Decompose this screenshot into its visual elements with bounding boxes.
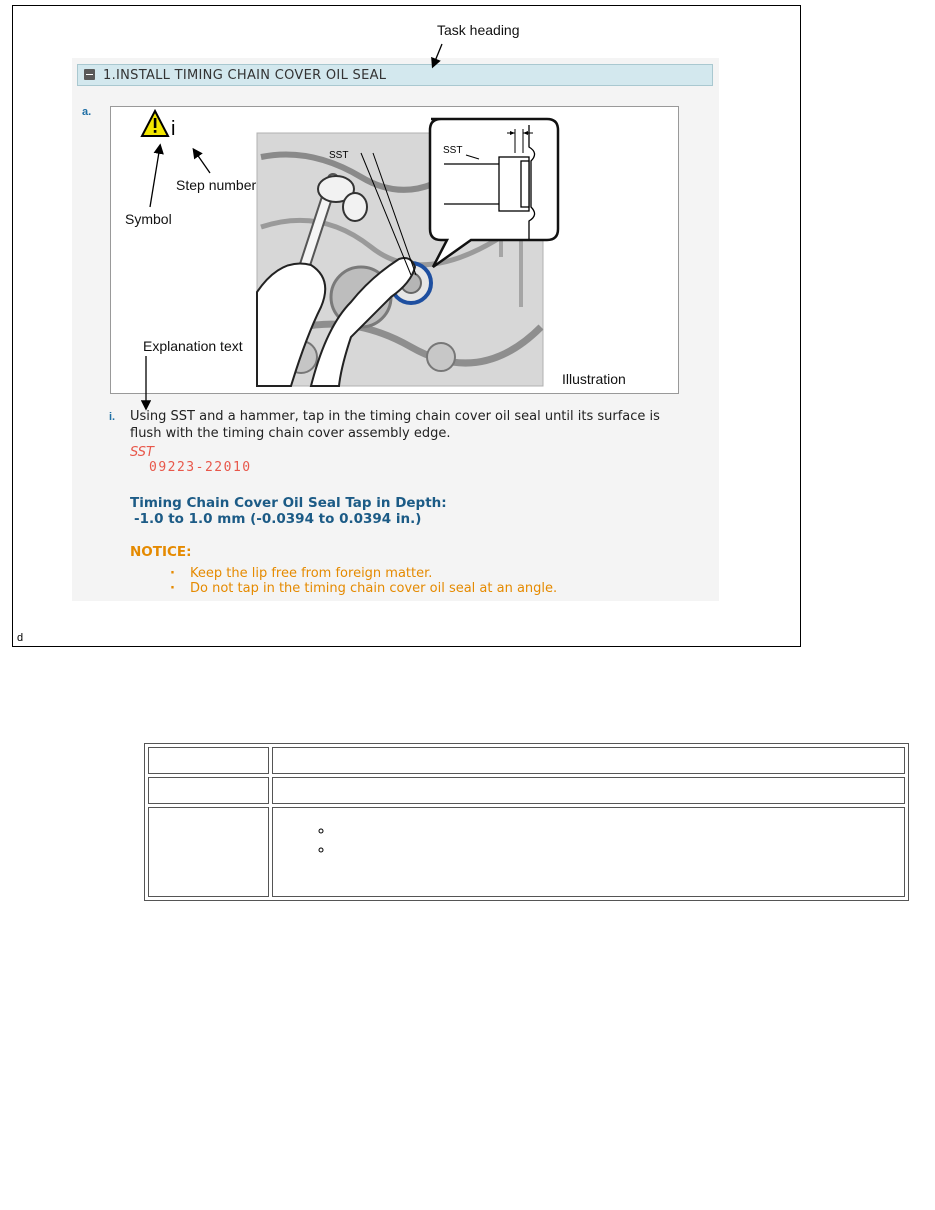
table-row — [148, 807, 905, 897]
notice-item: · Do not tap in the timing chain cover oil seal at an angle. — [170, 581, 557, 596]
table-cell — [272, 777, 905, 804]
sst-label: SST — [130, 445, 154, 460]
notice-item: · Keep the lip free from foreign matter. — [170, 566, 557, 581]
list-item — [333, 821, 903, 840]
annotation-illustration: Illustration — [562, 371, 626, 387]
step-i-label: i. — [109, 411, 116, 423]
notice-title: NOTICE: — [130, 544, 192, 560]
collapse-box-icon[interactable] — [84, 69, 95, 80]
notice-list — [170, 566, 557, 596]
annotation-symbol: Symbol — [125, 211, 172, 227]
table-cell — [272, 747, 905, 774]
explanation-text: Using SST and a hammer, tap in the timing chain cover oil seal until its surface is flush with the timing chain cover assembly edge. — [130, 409, 660, 441]
table-cell — [148, 747, 269, 774]
table-cell — [148, 777, 269, 804]
step-symbol-letter: i — [171, 118, 176, 140]
table-cell — [272, 807, 905, 897]
table-row — [148, 777, 905, 804]
lower-table — [144, 743, 909, 901]
task-heading-text: 1.INSTALL TIMING CHAIN COVER OIL SEAL — [103, 68, 387, 83]
frame-letter: d — [17, 632, 24, 644]
annotation-task-heading: Task heading — [437, 22, 520, 38]
warning-triangle-icon — [142, 111, 168, 136]
list-item — [333, 840, 903, 859]
task-heading-bar[interactable] — [77, 64, 713, 86]
step-a-label: a. — [82, 106, 92, 118]
spec-title: Timing Chain Cover Oil Seal Tap in Depth: — [130, 495, 447, 511]
sst-detail-label: SST — [443, 145, 463, 156]
procedure-panel — [72, 58, 719, 601]
sst-main-label: SST — [329, 150, 349, 161]
spec-value: -1.0 to 1.0 mm (-0.0394 to 0.0394 in.) — [134, 511, 422, 527]
empty-bullet-list — [333, 821, 903, 859]
table-row — [148, 747, 905, 774]
sst-number[interactable]: 09223-22010 — [149, 460, 252, 475]
annotation-step-number: Step number — [176, 177, 257, 193]
annotation-explanation-text: Explanation text — [143, 338, 243, 354]
table-cell — [148, 807, 269, 897]
